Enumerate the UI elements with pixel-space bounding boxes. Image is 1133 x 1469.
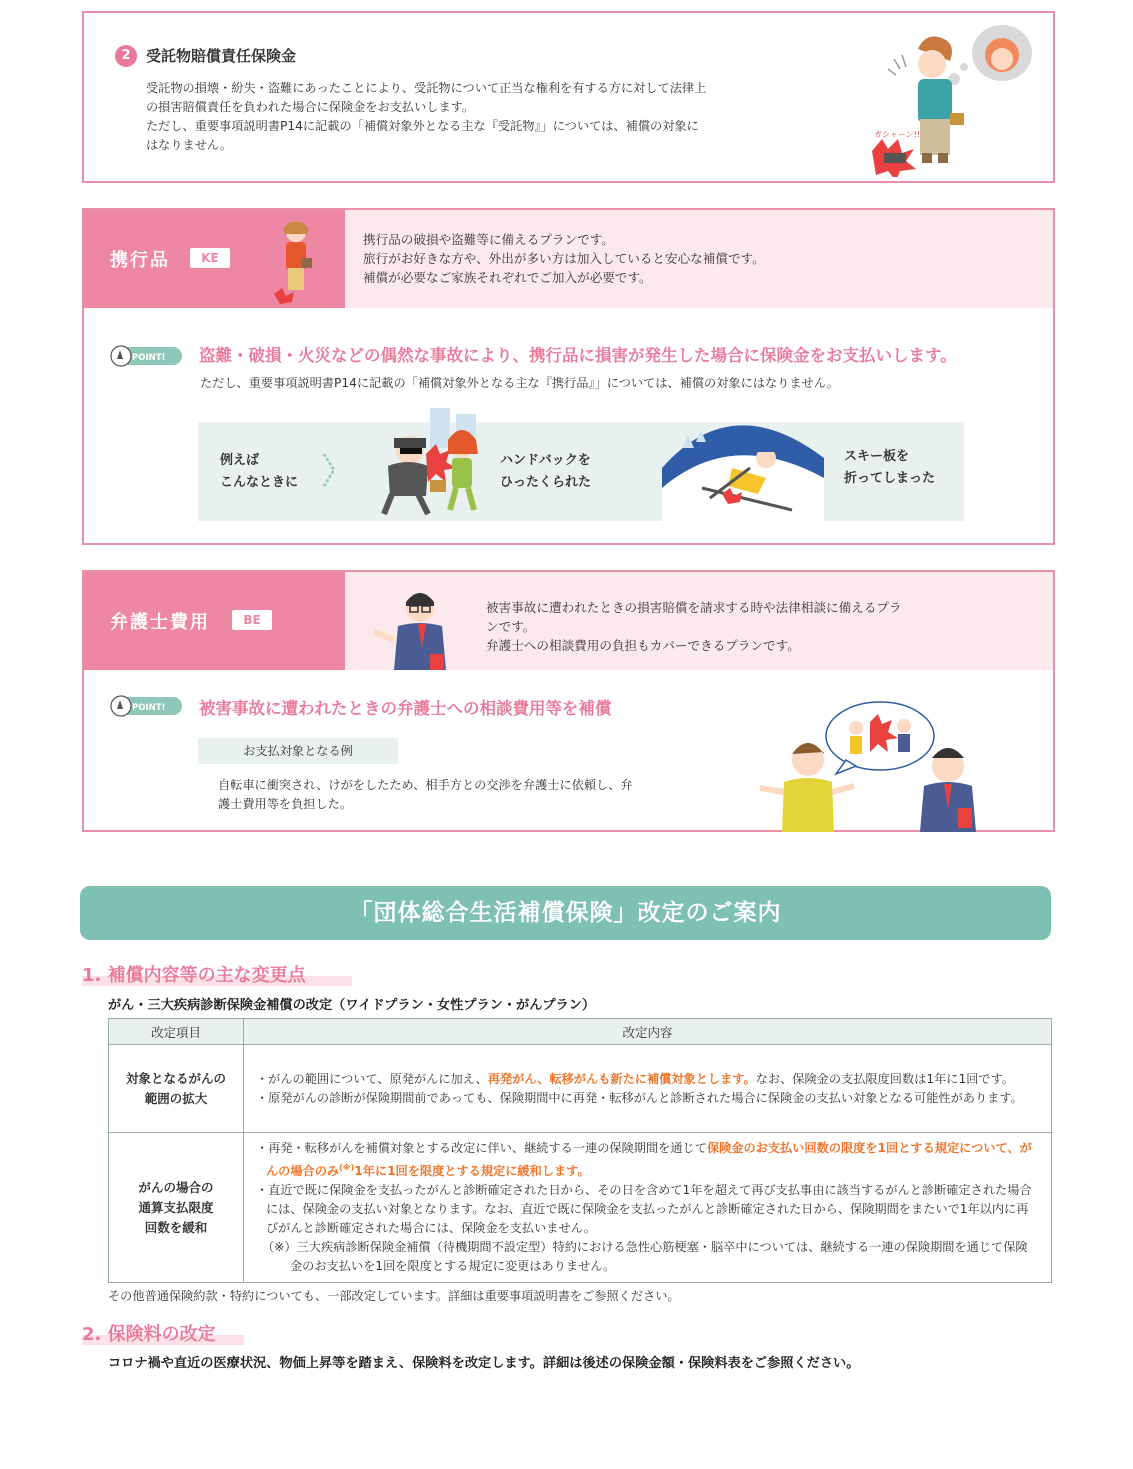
- section-body: [146, 79, 806, 155]
- row-content: [244, 1133, 1052, 1283]
- plan-name: 携行品: [110, 250, 170, 271]
- example-text: [218, 776, 633, 814]
- plan-ke-section: [82, 208, 1055, 545]
- highlight-text: 1年に1回を限度とする規定に緩和します。: [354, 1164, 590, 1179]
- revision-table: [108, 1018, 1052, 1283]
- example-1-line: ひったくられた: [500, 475, 592, 490]
- table-row: [109, 1133, 1052, 1283]
- chevron-right-icon: [322, 452, 336, 488]
- point-badge: [110, 343, 184, 369]
- example-label-line: こんなときに: [220, 475, 299, 490]
- row-item-line: 範囲の拡大: [144, 1090, 208, 1106]
- highlight-text: 再発がん、転移がんも新たに補償対象とします。: [487, 1071, 756, 1086]
- plan-name: 弁護士費用: [110, 612, 210, 633]
- table-row: [109, 1045, 1052, 1133]
- bullet: [256, 1139, 1039, 1181]
- desc-line: 被害事故に遭われたときの損害賠償を請求する時や法律相談に備えるプラ: [486, 600, 902, 615]
- example-strip: [198, 422, 964, 521]
- revision-table-wrap: [108, 1018, 1052, 1283]
- liability-box: [82, 11, 1055, 183]
- example-1-line: ハンドバックを: [500, 453, 591, 468]
- row-content: [244, 1045, 1052, 1133]
- desc-line: 携行品の破損や盗難等に備えるプランです。: [363, 232, 614, 247]
- header-content: 改定内容: [244, 1019, 1052, 1045]
- row-item-line: 対象となるがんの: [125, 1070, 226, 1086]
- bullet: [256, 1070, 1039, 1089]
- highlight-sup: (※): [339, 1163, 355, 1172]
- desc-line: 旅行がお好きな方や、外出が多い方は加入していると安心な補償です。: [363, 251, 765, 266]
- point-headline: 盗難・破損・火災などの偶然な事故により、携行品に損害が発生した場合に保険金をお支払いします。: [199, 346, 957, 365]
- bullet: ・原発がんの診断が保険期間前であっても、保険期間中に再発・転移がんと診断された場合に保険金の支払い対象となる可能性があります。: [256, 1090, 1023, 1105]
- row-item-line: がんの場合の: [138, 1179, 214, 1195]
- row-item: [109, 1045, 244, 1133]
- number-badge: 2: [115, 45, 137, 67]
- body-line: はなりません。: [146, 138, 233, 152]
- plan-ke-tag: [84, 210, 345, 308]
- bullet-text: ・再発・転移がんを補償対象とする改定に伴い、継続する一連の保険期間を通じて: [256, 1141, 707, 1155]
- point-badge: [110, 693, 184, 719]
- table-note: （※）三大疾病診断保険金補償（待機期間不設定型）特約における急性心筋梗塞・脳卒中については、継続する一連の保険期間を通じて保険金のお支払いを1回を限度とする規定に変更はありません。: [262, 1240, 1028, 1274]
- section-1-footnote: その他普通保険約款・特約についても、一部改定しています。詳細は重要事項説明書をご参照ください。: [108, 1289, 680, 1303]
- bullet: ・直近で既に保険金を支払ったがんと診断確定された日から、その日を含めて1年を超えて再び支払事由に該当するがんと診断確定された場合には、保険金の支払い対象となります。なお、直近で既に保険金を支払ったがんと診断確定された日から、保険期間をまたいで1年以内に再びがんと診断確定された場合には、保険金を支払いません。: [256, 1183, 1032, 1236]
- example-text-line: 自転車に衝突され、けがをしたため、相手方との交渉を弁護士に依頼し、弁: [218, 778, 633, 792]
- traveler-illustration: [270, 214, 322, 306]
- point-label: POINT!: [132, 703, 166, 713]
- bullet-text: ・がんの範囲について、原発がんに加え、: [256, 1071, 488, 1086]
- purse-snatching-illustration: [364, 406, 494, 520]
- desc-line: 補償が必要なご家族それぞれでご加入が必要です。: [363, 270, 652, 285]
- broken-item-illustration: [832, 19, 1048, 177]
- point-label: POINT!: [132, 353, 166, 363]
- example-2-line: スキー板を: [844, 449, 910, 464]
- plan-code-badge: KE: [190, 248, 230, 268]
- desc-line: ンです。: [486, 619, 536, 634]
- revision-banner: 「団体総合生活補償保険」改定のご案内: [80, 886, 1051, 940]
- header-item: 改定項目: [109, 1019, 244, 1045]
- bullet-text: なお、保険金の支払限度回数は1年に1回です。: [755, 1071, 1014, 1086]
- example-text-line: 護士費用等を負担した。: [218, 797, 353, 811]
- example-label-line: 例えば: [220, 453, 260, 468]
- section-1-subheading: がん・三大疾病診断保険金補償の改定（ワイドプラン・女性プラン・がんプラン）: [108, 998, 596, 1013]
- body-line: 受託物の損壊・紛失・盗難にあったことにより、受託物について正当な権利を有する方に対して法律上: [146, 81, 707, 95]
- point-note: ただし、重要事項説明書P14に記載の「補償対象外となる主な『携行品』」については、補償の対象にはなりません。: [200, 376, 839, 390]
- row-item-line: 回数を緩和: [144, 1219, 208, 1235]
- highlight-text: 保険金のお支払い回数の限度を1回とする規定について、がんの場合のみ: [266, 1141, 1032, 1179]
- section-2-text: コロナ禍や直近の医療状況、物価上昇等を踏まえ、保険料を改定します。詳細は後述の保険金額・保険料表をご参照ください。: [108, 1356, 860, 1371]
- point-headline: 被害事故に遭われたときの弁護士への相談費用等を補償: [199, 699, 612, 718]
- example-2: [844, 446, 935, 490]
- plan-ke-description: [363, 230, 765, 287]
- section-1-heading: 1. 補償内容等の主な変更点: [82, 965, 306, 986]
- section-title: 受託物賠償責任保険金: [146, 47, 297, 65]
- example-title: お支払対象となる例: [198, 738, 398, 764]
- section-2-heading: 2. 保険料の改定: [82, 1324, 216, 1345]
- desc-line: 弁護士への相談費用の負担もカバーできるプランです。: [486, 638, 800, 653]
- example-1: [500, 450, 591, 494]
- plan-be-section: [82, 570, 1055, 832]
- skiing-accident-illustration: [662, 408, 824, 521]
- plan-be-tag: [84, 572, 345, 670]
- row-item: [109, 1133, 244, 1283]
- example-2-line: 折ってしまった: [844, 471, 936, 486]
- example-label: [220, 450, 298, 494]
- sound-effect-text: ガシャーン!!: [874, 130, 921, 139]
- table-header-row: [109, 1019, 1052, 1045]
- body-line: ただし、重要事項説明書P14に記載の「補償対象外となる主な『受託物』」については、補償の対象に: [146, 119, 699, 133]
- row-item-line: 通算支払限度: [138, 1199, 214, 1215]
- consultation-illustration: [750, 698, 990, 832]
- body-line: の損害賠償責任を負われた場合に保険金をお支払いします。: [146, 100, 475, 114]
- lawyer-illustration: [368, 580, 452, 670]
- plan-code-badge: BE: [232, 610, 272, 630]
- plan-be-description: [486, 598, 902, 655]
